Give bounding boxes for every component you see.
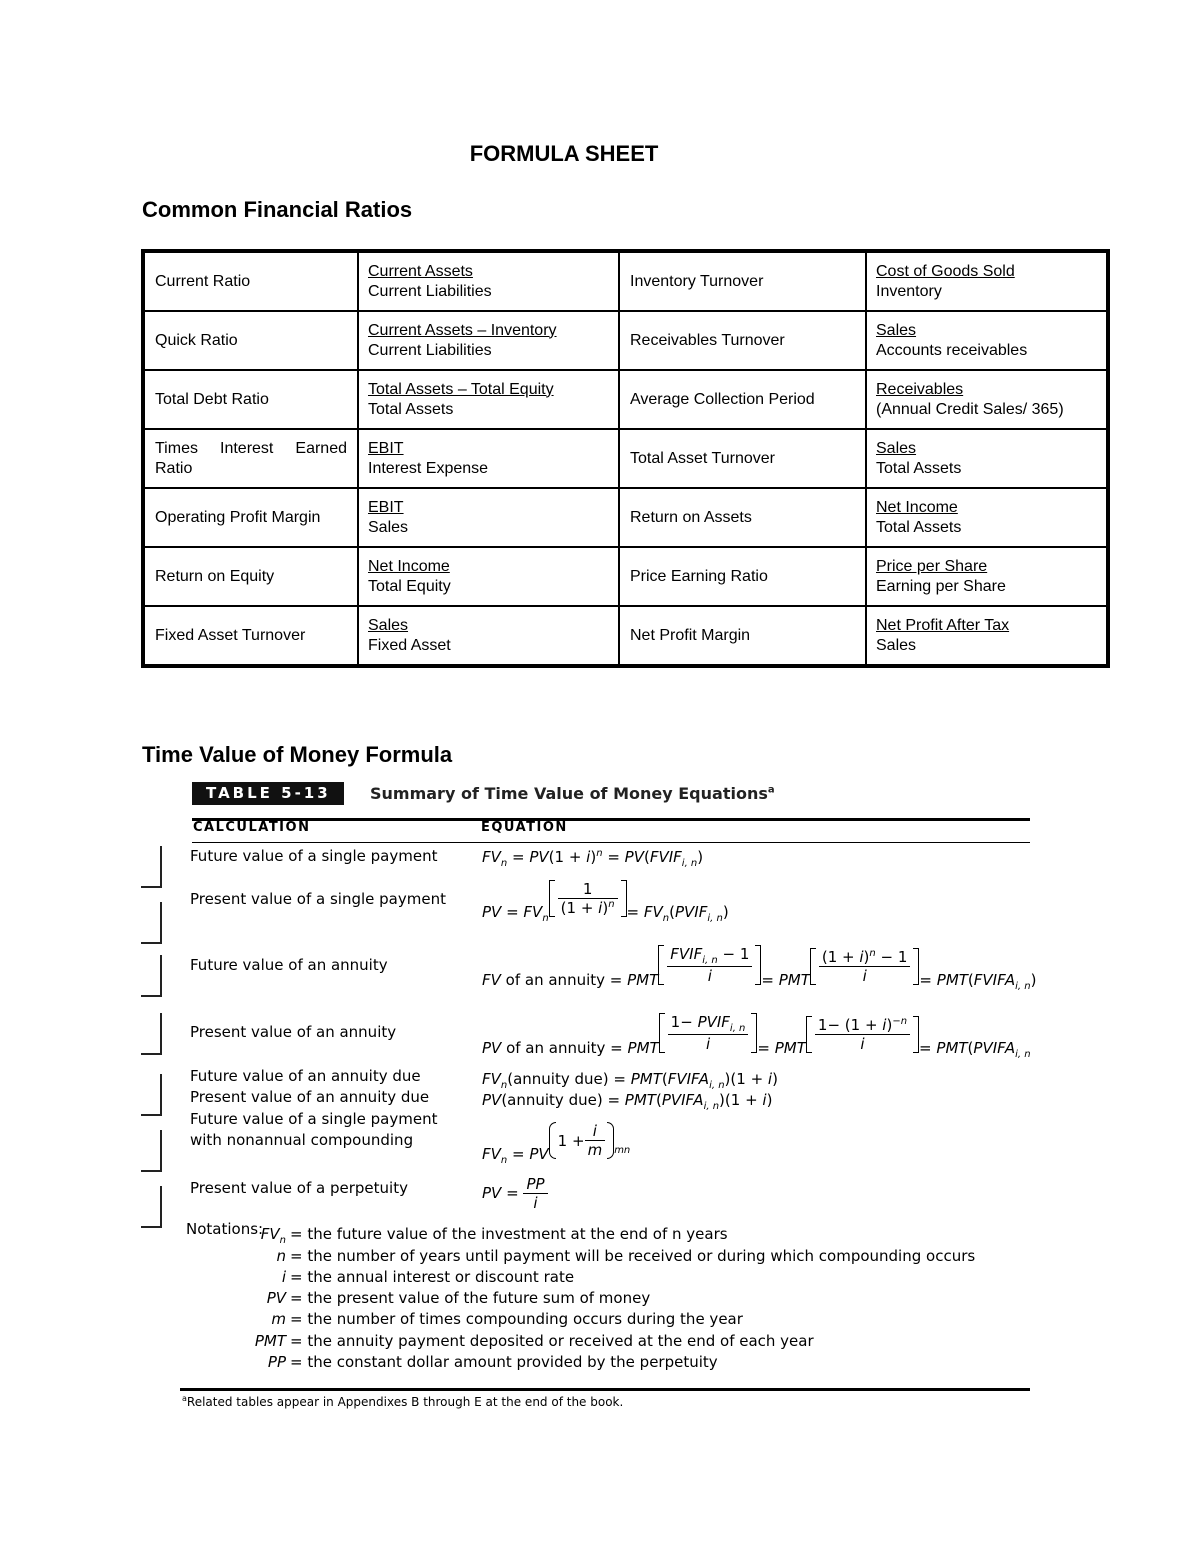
notation-symbol: PMT (254, 1332, 286, 1350)
ratio-name: Current Ratio (143, 251, 358, 311)
formula-denominator: Interest Expense (368, 459, 489, 477)
column-header-calculation: CALCULATION (193, 820, 311, 835)
formula-denominator: Accounts receivables (876, 341, 1028, 359)
equation-pv-single: PV = $FV_n$ $\frac{1}{(1 + i)^n}$ = $FV_n(PVIF_{i, n})$ (482, 880, 729, 924)
ratio-name: Average Collection Period (619, 370, 866, 429)
ratio-formula (866, 606, 1108, 666)
notation-text: = the future value of the investment at the end of n years (290, 1225, 728, 1243)
top-rule (192, 818, 1030, 821)
equation-fv-annuity: FV of an annuity = PMT $\frac{FVIF_{i, n} - 1}{i}$ = PMT $\frac{(1 + i)^n - 1}{i}$ = $PMT(FVIFA_{i, n})$ (482, 945, 1037, 992)
ratio-formula (866, 429, 1108, 488)
formula-numerator: Net Profit After Tax (876, 616, 1010, 634)
ratio-formula (358, 370, 619, 429)
notation-symbol: PV (266, 1289, 286, 1307)
margin-mark (141, 1186, 162, 1228)
formula-denominator: Current Liabilities (368, 282, 492, 300)
notation-text: = the number of times compounding occurs during the year (290, 1310, 743, 1328)
section-heading-ratios: Common Financial Ratios (142, 197, 413, 222)
notation-symbol: $FV_n$ (260, 1225, 286, 1246)
ratio-formula (358, 488, 619, 547)
table-row (143, 311, 1108, 370)
section-heading-tvm: Time Value of Money Formula (142, 742, 453, 767)
calc-pv-single: Present value of a single payment (190, 890, 446, 908)
equation-fv-single: $FV_n = PV(1 + i)^n$ = $PV(FVIF_{i, n})$ (482, 848, 704, 869)
bottom-rule (180, 1388, 1030, 1391)
formula-numerator: Sales (876, 439, 917, 457)
table-row (143, 429, 1108, 488)
formula-denominator: Current Liabilities (368, 341, 492, 359)
table-row (143, 606, 1108, 666)
formula-numerator: Current Assets (368, 262, 473, 280)
footnote: $^a$Related tables appear in Appendixes B through E at the end of the book. (182, 1394, 624, 1409)
calc-fv-single: Future value of a single payment (190, 847, 438, 865)
formula-denominator: Total Assets (876, 518, 962, 536)
formula-denominator: Fixed Asset (368, 636, 451, 654)
ratios-table (141, 249, 1110, 668)
equation-pv-due: PV(annuity $due) = PMT(PVIFA_{i, n})(1 + i)$ (482, 1091, 773, 1112)
ratio-name: Operating Profit Margin (143, 488, 358, 547)
formula-numerator: Sales (368, 616, 409, 634)
ratio-name: Net Profit Margin (619, 606, 866, 666)
formula-denominator: Total Assets (368, 400, 454, 418)
ratio-name: Receivables Turnover (619, 311, 866, 370)
calc-pv-perpetuity: Present value of a perpetuity (190, 1179, 408, 1197)
formula-denominator: Inventory (876, 282, 942, 300)
notation-text: = the present value of the future sum of money (290, 1289, 651, 1307)
margin-mark (141, 1074, 162, 1116)
notation-symbol: i (281, 1268, 286, 1286)
notation-item (226, 1331, 814, 1352)
equation-pv-annuity: PV of an annuity = PMT $\frac{1- PVIF_{i, n}}{i}$ = PMT $\frac{1- (1 + i)^{-n}}{i}$ = $PMT(PVIFA_{i, n}$ (482, 1013, 1031, 1060)
notations-label: Notations: (186, 1220, 264, 1238)
notation-item (226, 1267, 574, 1288)
ratio-formula (358, 429, 619, 488)
equation-pv-perpetuity: PV = $\frac{PP}{i}$ (482, 1175, 548, 1212)
ratio-name: Inventory Turnover (619, 251, 866, 311)
table-label: TABLE 5-13 (192, 782, 344, 805)
formula-denominator: Total Assets (876, 459, 962, 477)
equation-fv-due: $FV_n(annuity$ $due) = PMT(FVIFA_{i, n})(1 + i)$ (482, 1070, 778, 1091)
ratio-name: Return on Equity (143, 547, 358, 606)
formula-numerator: Total Assets – Total Equity (368, 380, 554, 398)
notation-text: = the number of years until payment will be received or during which compounding occurs (290, 1247, 976, 1265)
formula-numerator: Net Income (876, 498, 958, 516)
margin-mark (141, 902, 162, 944)
calc-fv-annuity: Future value of an annuity (190, 956, 388, 974)
table-row (143, 547, 1108, 606)
formula-numerator: EBIT (368, 498, 404, 516)
notation-symbol: n (276, 1247, 286, 1265)
formula-numerator: Price per Share (876, 557, 988, 575)
page-title: FORMULA SHEET (469, 141, 659, 166)
formula-denominator: (Annual Credit Sales/ 365) (876, 400, 1064, 418)
ratio-name: Times Interest Earned Ratio (143, 429, 358, 488)
margin-mark (141, 1130, 162, 1172)
formula-numerator: Cost of Goods Sold (876, 262, 1015, 280)
calc-fv-due: Future value of an annuity due (190, 1067, 421, 1085)
ratio-formula (866, 488, 1108, 547)
table-caption: Summary of Time Value of Money Equations$^a$ (370, 784, 775, 803)
ratio-formula (358, 606, 619, 666)
formula-denominator: Earning per Share (876, 577, 1006, 595)
ratio-formula (358, 547, 619, 606)
notation-text: = the annual interest or discount rate (290, 1268, 575, 1286)
margin-mark (141, 1013, 162, 1055)
ratio-formula (866, 251, 1108, 311)
formula-numerator: Sales (876, 321, 917, 339)
header-rule (192, 842, 1030, 843)
ratio-formula (866, 370, 1108, 429)
ratio-name: Total Asset Turnover (619, 429, 866, 488)
ratio-name: Quick Ratio (143, 311, 358, 370)
notation-item (226, 1352, 718, 1373)
formula-denominator: Sales (876, 636, 917, 654)
equation-fv-nonannual: $FV_n$ = PV 1 + $\frac{i}{m}$ $^{mn}$ (482, 1122, 631, 1166)
notation-symbol: PP (267, 1353, 286, 1371)
ratio-name: Return on Assets (619, 488, 866, 547)
formula-numerator: Net Income (368, 557, 450, 575)
ratio-name: Fixed Asset Turnover (143, 606, 358, 666)
ratio-formula (866, 547, 1108, 606)
calc-pv-due: Present value of an annuity due (190, 1088, 430, 1106)
formula-denominator: Sales (368, 518, 409, 536)
table-row (143, 251, 1108, 311)
notation-item (226, 1246, 975, 1267)
table-row (143, 488, 1108, 547)
calc-fv-nonannual: Future value of a single payment with nonannual compounding (190, 1110, 438, 1149)
notation-symbol: m (271, 1310, 286, 1328)
ratio-formula (866, 311, 1108, 370)
calc-pv-annuity: Present value of an annuity (190, 1023, 397, 1041)
formula-numerator: EBIT (368, 439, 404, 457)
column-header-equation: EQUATION (481, 820, 568, 835)
formula-numerator: Current Assets – Inventory (368, 321, 557, 339)
ratio-formula (358, 311, 619, 370)
notation-text: = the constant dollar amount provided by the perpetuity (290, 1353, 718, 1371)
margin-mark (141, 955, 162, 997)
ratio-name: Price Earning Ratio (619, 547, 866, 606)
notation-item (226, 1309, 743, 1330)
notation-item (226, 1288, 650, 1309)
formula-denominator: Total Equity (368, 577, 451, 595)
ratio-name: Total Debt Ratio (143, 370, 358, 429)
formula-numerator: Receivables (876, 380, 964, 398)
table-row (143, 370, 1108, 429)
margin-mark (141, 846, 162, 888)
notation-text: = the annuity payment deposited or received at the end of each year (290, 1332, 814, 1350)
ratio-formula (358, 251, 619, 311)
